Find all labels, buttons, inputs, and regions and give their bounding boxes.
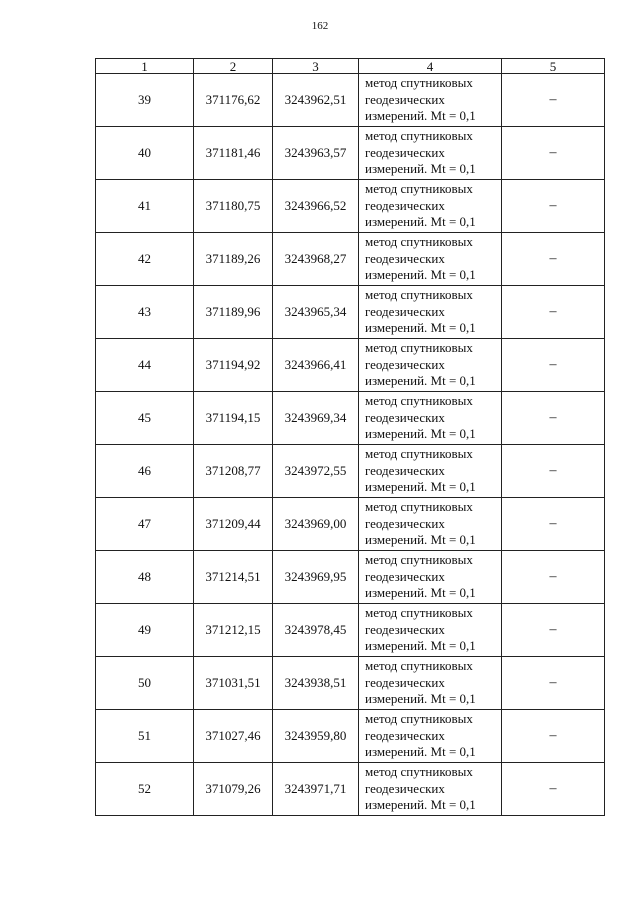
table-row [96,74,605,127]
note-cell: – [502,604,605,657]
x-coordinate-cell: 371214,51 [194,551,273,604]
y-coordinate-cell: 3243969,34 [273,392,359,445]
point-number-cell: 39 [96,74,194,127]
y-coordinate-cell: 3243978,45 [273,604,359,657]
x-coordinate-cell: 371208,77 [194,445,273,498]
y-coordinate-cell: 3243965,34 [273,286,359,339]
header-col-4: 4 [359,59,502,74]
method-cell: метод спутниковых геодезических измерений. Mt = 0,1 [359,498,502,551]
method-cell: метод спутниковых геодезических измерений. Mt = 0,1 [359,286,502,339]
y-coordinate-cell: 3243968,27 [273,233,359,286]
method-cell: метод спутниковых геодезических измерений. Mt = 0,1 [359,710,502,763]
table-row [96,392,605,445]
y-coordinate-cell: 3243959,80 [273,710,359,763]
point-number-cell: 46 [96,445,194,498]
table-row [96,763,605,816]
x-coordinate-cell: 371176,62 [194,74,273,127]
method-cell: метод спутниковых геодезических измерений. Mt = 0,1 [359,392,502,445]
method-cell: метод спутниковых геодезических измерений. Mt = 0,1 [359,339,502,392]
point-number-cell: 52 [96,763,194,816]
header-col-3: 3 [273,59,359,74]
point-number-cell: 47 [96,498,194,551]
y-coordinate-cell: 3243969,00 [273,498,359,551]
note-cell: – [502,392,605,445]
note-cell: – [502,657,605,710]
point-number-cell: 44 [96,339,194,392]
coordinates-table [95,58,605,816]
table-row [96,127,605,180]
y-coordinate-cell: 3243966,41 [273,339,359,392]
note-cell: – [502,498,605,551]
point-number-cell: 40 [96,127,194,180]
x-coordinate-cell: 371180,75 [194,180,273,233]
point-number-cell: 45 [96,392,194,445]
method-cell: метод спутниковых геодезических измерений. Mt = 0,1 [359,551,502,604]
note-cell: – [502,233,605,286]
x-coordinate-cell: 371209,44 [194,498,273,551]
x-coordinate-cell: 371189,96 [194,286,273,339]
x-coordinate-cell: 371027,46 [194,710,273,763]
table-row [96,445,605,498]
table-row [96,233,605,286]
method-cell: метод спутниковых геодезических измерений. Mt = 0,1 [359,180,502,233]
table-body [96,74,605,816]
table-row [96,286,605,339]
point-number-cell: 50 [96,657,194,710]
note-cell: – [502,339,605,392]
method-cell: метод спутниковых геодезических измерений. Mt = 0,1 [359,445,502,498]
x-coordinate-cell: 371194,15 [194,392,273,445]
y-coordinate-cell: 3243969,95 [273,551,359,604]
table-row [96,657,605,710]
table-row [96,551,605,604]
note-cell: – [502,445,605,498]
table-row [96,604,605,657]
x-coordinate-cell: 371031,51 [194,657,273,710]
point-number-cell: 42 [96,233,194,286]
note-cell: – [502,180,605,233]
method-cell: метод спутниковых геодезических измерений. Mt = 0,1 [359,127,502,180]
page-number: 162 [311,20,329,32]
y-coordinate-cell: 3243962,51 [273,74,359,127]
note-cell: – [502,74,605,127]
note-cell: – [502,763,605,816]
x-coordinate-cell: 371079,26 [194,763,273,816]
method-cell: метод спутниковых геодезических измерений. Mt = 0,1 [359,233,502,286]
x-coordinate-cell: 371212,15 [194,604,273,657]
x-coordinate-cell: 371181,46 [194,127,273,180]
method-cell: метод спутниковых геодезических измерений. Mt = 0,1 [359,74,502,127]
y-coordinate-cell: 3243971,71 [273,763,359,816]
table-row [96,339,605,392]
header-row [96,59,605,74]
point-number-cell: 43 [96,286,194,339]
point-number-cell: 49 [96,604,194,657]
y-coordinate-cell: 3243966,52 [273,180,359,233]
y-coordinate-cell: 3243938,51 [273,657,359,710]
y-coordinate-cell: 3243963,57 [273,127,359,180]
note-cell: – [502,551,605,604]
method-cell: метод спутниковых геодезических измерений. Mt = 0,1 [359,763,502,816]
table-row [96,710,605,763]
y-coordinate-cell: 3243972,55 [273,445,359,498]
table-row [96,498,605,551]
method-cell: метод спутниковых геодезических измерений. Mt = 0,1 [359,657,502,710]
table-row [96,180,605,233]
point-number-cell: 51 [96,710,194,763]
header-col-2: 2 [194,59,273,74]
note-cell: – [502,710,605,763]
point-number-cell: 48 [96,551,194,604]
note-cell: – [502,127,605,180]
point-number-cell: 41 [96,180,194,233]
table-header [96,59,605,74]
method-cell: метод спутниковых геодезических измерений. Mt = 0,1 [359,604,502,657]
header-col-5: 5 [502,59,605,74]
header-col-1: 1 [96,59,194,74]
note-cell: – [502,286,605,339]
x-coordinate-cell: 371189,26 [194,233,273,286]
x-coordinate-cell: 371194,92 [194,339,273,392]
